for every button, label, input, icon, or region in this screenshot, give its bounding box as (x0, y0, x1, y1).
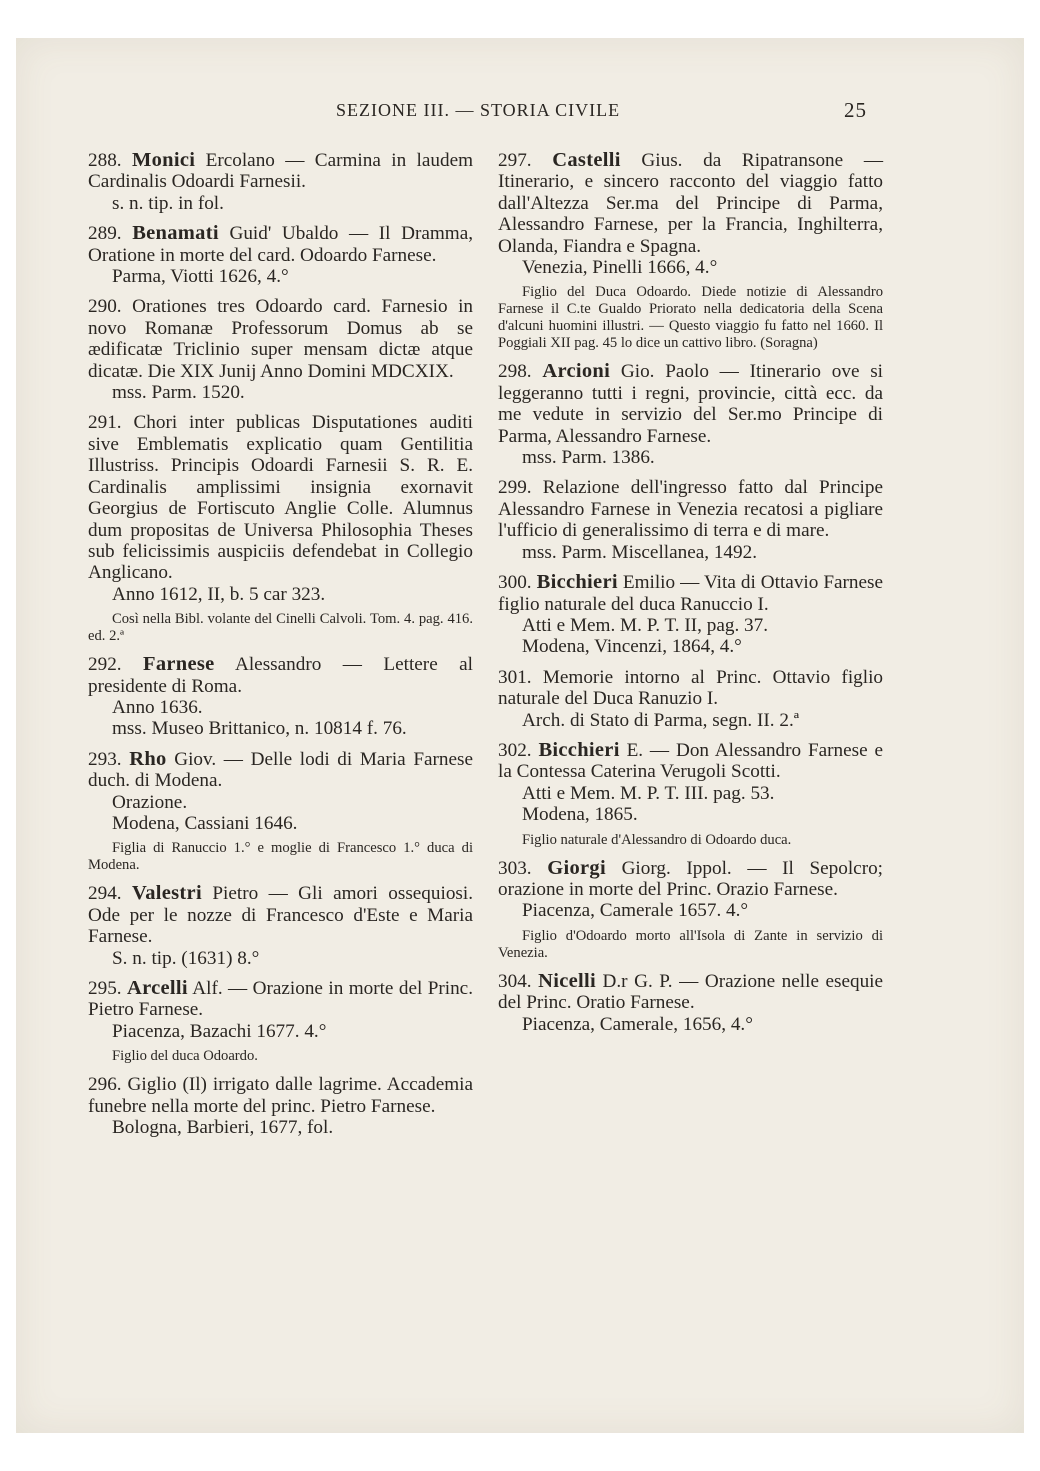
entry-title: Gio. Paolo — Itinerario ove si leggeranno tutti i regni, provincie, città ecc. da me vedute in servizio del Ser.mo Principe di Parma, Alessandro Farnese. (498, 361, 884, 447)
running-title: SEZIONE III. — STORIA CIVILE (336, 100, 621, 120)
entry-publication: Orazione. (112, 791, 188, 813)
bibliography-entry (88, 1074, 473, 1138)
bibliography-entry (88, 978, 473, 1065)
entry-publication: Piacenza, Camerale, 1656, 4.° (522, 1013, 753, 1035)
entry-author: Nicelli (538, 969, 596, 992)
entry-text (498, 361, 883, 447)
entry-note: Così nella Bibl. volante del Cinelli Calvoli. Tom. 4. pag. 416. ed. 2.ª (88, 611, 473, 645)
entry-note: Figlio d'Odoardo morto all'Isola di Zante in servizio di Venezia. (498, 927, 883, 961)
entry-publication: S. n. tip. (1631) 8.° (112, 947, 260, 969)
bibliography-entry (498, 667, 883, 731)
entry-publication: Atti e Mem. M. P. T. II, pag. 37. (522, 614, 769, 636)
entry-number: 303. (498, 857, 532, 879)
entry-author: Bicchieri (538, 738, 620, 761)
entry-publication: Anno 1612, II, b. 5 car 323. (112, 583, 326, 605)
bibliography-entry (88, 150, 473, 214)
entry-number: 292. (88, 654, 122, 676)
entry-number: 297. (498, 150, 532, 171)
entry-text (498, 477, 883, 541)
entry-number: 289. (88, 223, 122, 245)
entry-text (498, 150, 883, 257)
entry-text (498, 667, 883, 710)
entry-text (88, 150, 473, 193)
bibliography-entry (88, 654, 473, 740)
entry-title: Relazione dell'ingresso fatto dal Principe Alessandro Farnese in Venezia recatosi a pigliare l'ufficio di generalissimo di terra e di mare. (498, 477, 883, 542)
entry-publication: Parma, Viotti 1626, 4.° (112, 266, 289, 288)
entry-title: Guid' Ubaldo — Il Dramma, Oratione in morte del card. Odoardo Farnese. (88, 223, 474, 266)
entry-text (88, 654, 473, 697)
right-column (498, 150, 883, 1044)
entry-title: Emilio — Vita di Ottavio Farnese figlio naturale del duca Ranuccio I. (498, 572, 884, 615)
entry-title: Giov. — Delle lodi di Maria Farnese duch. di Modena. (88, 748, 473, 792)
page-number: 25 (844, 98, 867, 122)
entry-number: 293. (88, 748, 122, 770)
entry-note: Figlia di Ranuccio 1.° e moglie di Francesco 1.° duca di Modena. (88, 840, 473, 874)
entry-note: Figlio del Duca Odoardo. Diede notizie di Alessandro Farnese il C.te Gualdo Priorato nella dedicatoria della Scena d'alcuni huomini illustri. — Questo viaggio fu fatto nel 1660. Il Poggiali XII pag. 45 lo dice un cattivo libro. (Soragna) (498, 284, 883, 352)
bibliography-entry (88, 749, 473, 875)
entry-publication: Venezia, Pinelli 1666, 4.° (522, 257, 718, 279)
entry-text (88, 749, 473, 792)
entry-publication: Bologna, Barbieri, 1677, fol. (112, 1117, 334, 1139)
entry-publication: Piacenza, Bazachi 1677. 4.° (112, 1020, 327, 1042)
entry-number: 298. (498, 361, 532, 383)
entry-publication: mss. Parm. 1386. (522, 447, 655, 469)
bibliography-entry (498, 971, 883, 1035)
entry-number: 296. (88, 1074, 122, 1096)
entry-title: Orationes tres Odoardo card. Farnesio in novo Romanæ Professorum Domus ab se ædificatæ Triclinio super mensam dictæ atque dicatæ. Die XIX Junij Anno Domini MDCXIX. (88, 296, 473, 382)
bibliography-entry (88, 883, 473, 969)
entry-title: D.r G. P. — Orazione nelle esequie del Princ. Oratio Farnese. (498, 970, 884, 1014)
bibliography-entry (498, 858, 883, 962)
entry-publication: Modena, 1865. (522, 804, 638, 826)
entry-publication: mss. Museo Brittanico, n. 10814 f. 76. (112, 718, 407, 740)
bibliography-entry (498, 572, 883, 658)
entry-author: Bicchieri (536, 571, 618, 594)
entry-title: Giglio (Il) irrigato dalle lagrime. Accademia funebre nella morte del princ. Pietro Farnese. (88, 1074, 473, 1117)
bibliography-entry (498, 361, 883, 468)
entry-number: 288. (88, 150, 122, 171)
book-page (16, 38, 1024, 1433)
entry-number: 295. (88, 978, 122, 999)
entry-text (88, 223, 473, 266)
entry-title: Memorie intorno al Princ. Ottavio figlio naturale del Duca Ranuzio I. (498, 666, 883, 710)
entry-publication: Anno 1636. (112, 696, 203, 718)
entry-author: Castelli (552, 149, 621, 171)
entry-number: 299. (498, 477, 532, 499)
bibliography-entry (88, 296, 473, 403)
entry-publication: Modena, Cassiani 1646. (112, 812, 298, 834)
entry-text (88, 978, 473, 1021)
entry-publication: s. n. tip. in fol. (112, 192, 224, 214)
entry-title: Pietro — Gli amori ossequiosi. Ode per le nozze di Francesco d'Este e Maria Farnese. (88, 883, 474, 948)
left-column (88, 150, 473, 1147)
entry-title: E. — Don Alessandro Farnese e la Contessa Caterina Verugoli Scotti. (498, 739, 884, 783)
entry-title: Giorg. Ippol. — Il Sepolcro; orazione in morte del Princ. Orazio Farnese. (498, 857, 884, 900)
entry-text (498, 572, 883, 615)
entry-author: Rho (129, 747, 167, 770)
entry-title: Alf. — Orazione in morte del Princ. Pietro Farnese. (88, 978, 473, 1021)
entry-publication: Arch. di Stato di Parma, segn. II. 2.ª (522, 709, 800, 731)
entry-number: 294. (88, 883, 122, 905)
entry-publication: mss. Parm. Miscellanea, 1492. (522, 541, 758, 563)
entry-author: Arcioni (542, 360, 611, 383)
entry-note: Figlio naturale d'Alessandro di Odoardo duca. (522, 831, 792, 848)
entry-text (88, 296, 473, 382)
entry-text (498, 858, 883, 901)
bibliography-entry (88, 412, 473, 645)
entry-author: Benamati (132, 222, 219, 245)
entry-publication: mss. Parm. 1520. (112, 382, 245, 404)
bibliography-entry (498, 150, 883, 352)
entry-publication: Piacenza, Camerale 1657. 4.° (522, 900, 749, 922)
entry-author: Valestri (131, 882, 202, 905)
entry-publication: Modena, Vincenzi, 1864, 4.° (522, 636, 742, 658)
entry-author: Giorgi (547, 856, 606, 879)
bibliography-entry (498, 477, 883, 563)
entry-author: Arcelli (126, 977, 188, 999)
entry-number: 291. (88, 412, 122, 434)
entry-text (88, 1074, 473, 1117)
entry-number: 300. (498, 572, 532, 594)
entry-title: Ercolano — Carmina in laudem Cardinalis Odoardi Farnesii. (88, 150, 474, 193)
entry-text (88, 883, 473, 947)
entry-number: 302. (498, 739, 532, 761)
entry-text (498, 971, 883, 1014)
entry-title: Alessandro — Lettere al presidente di Roma. (88, 654, 473, 697)
entry-author: Farnese (143, 653, 215, 676)
bibliography-entry (88, 223, 473, 287)
entry-title: Gius. da Ripatransone — Itinerario, e sincero racconto del viaggio fatto dall'Altezza Ser.ma del Principe di Parma, Alessandro Farnese, per la Francia, Inghilterra, Olanda, Fiandra e Spagna. (498, 150, 884, 257)
entry-text (88, 412, 473, 583)
entry-number: 304. (498, 970, 532, 992)
entry-number: 301. (498, 666, 532, 688)
entry-note: Figlio del duca Odoardo. (112, 1048, 258, 1065)
entry-author: Monici (131, 149, 196, 171)
page-header (16, 100, 1024, 124)
entry-text (498, 740, 883, 783)
bibliography-entry (498, 740, 883, 849)
entry-number: 290. (88, 296, 122, 318)
entry-publication: Atti e Mem. M. P. T. III. pag. 53. (522, 782, 775, 804)
entry-title: Chori inter publicas Disputationes auditi sive Emblematis explicatio quam Gentilitia Illustriss. Principis Odoardi Farnesii S. R. E. Cardinalis amplissimi insignia exornavit Georgius de Fortiscuto Anglie Colle. Alumnus dum propositas de Universa Philosophia Theses sub felicissimis auspiciis defendebat in Collegio Anglicano. (88, 412, 474, 584)
